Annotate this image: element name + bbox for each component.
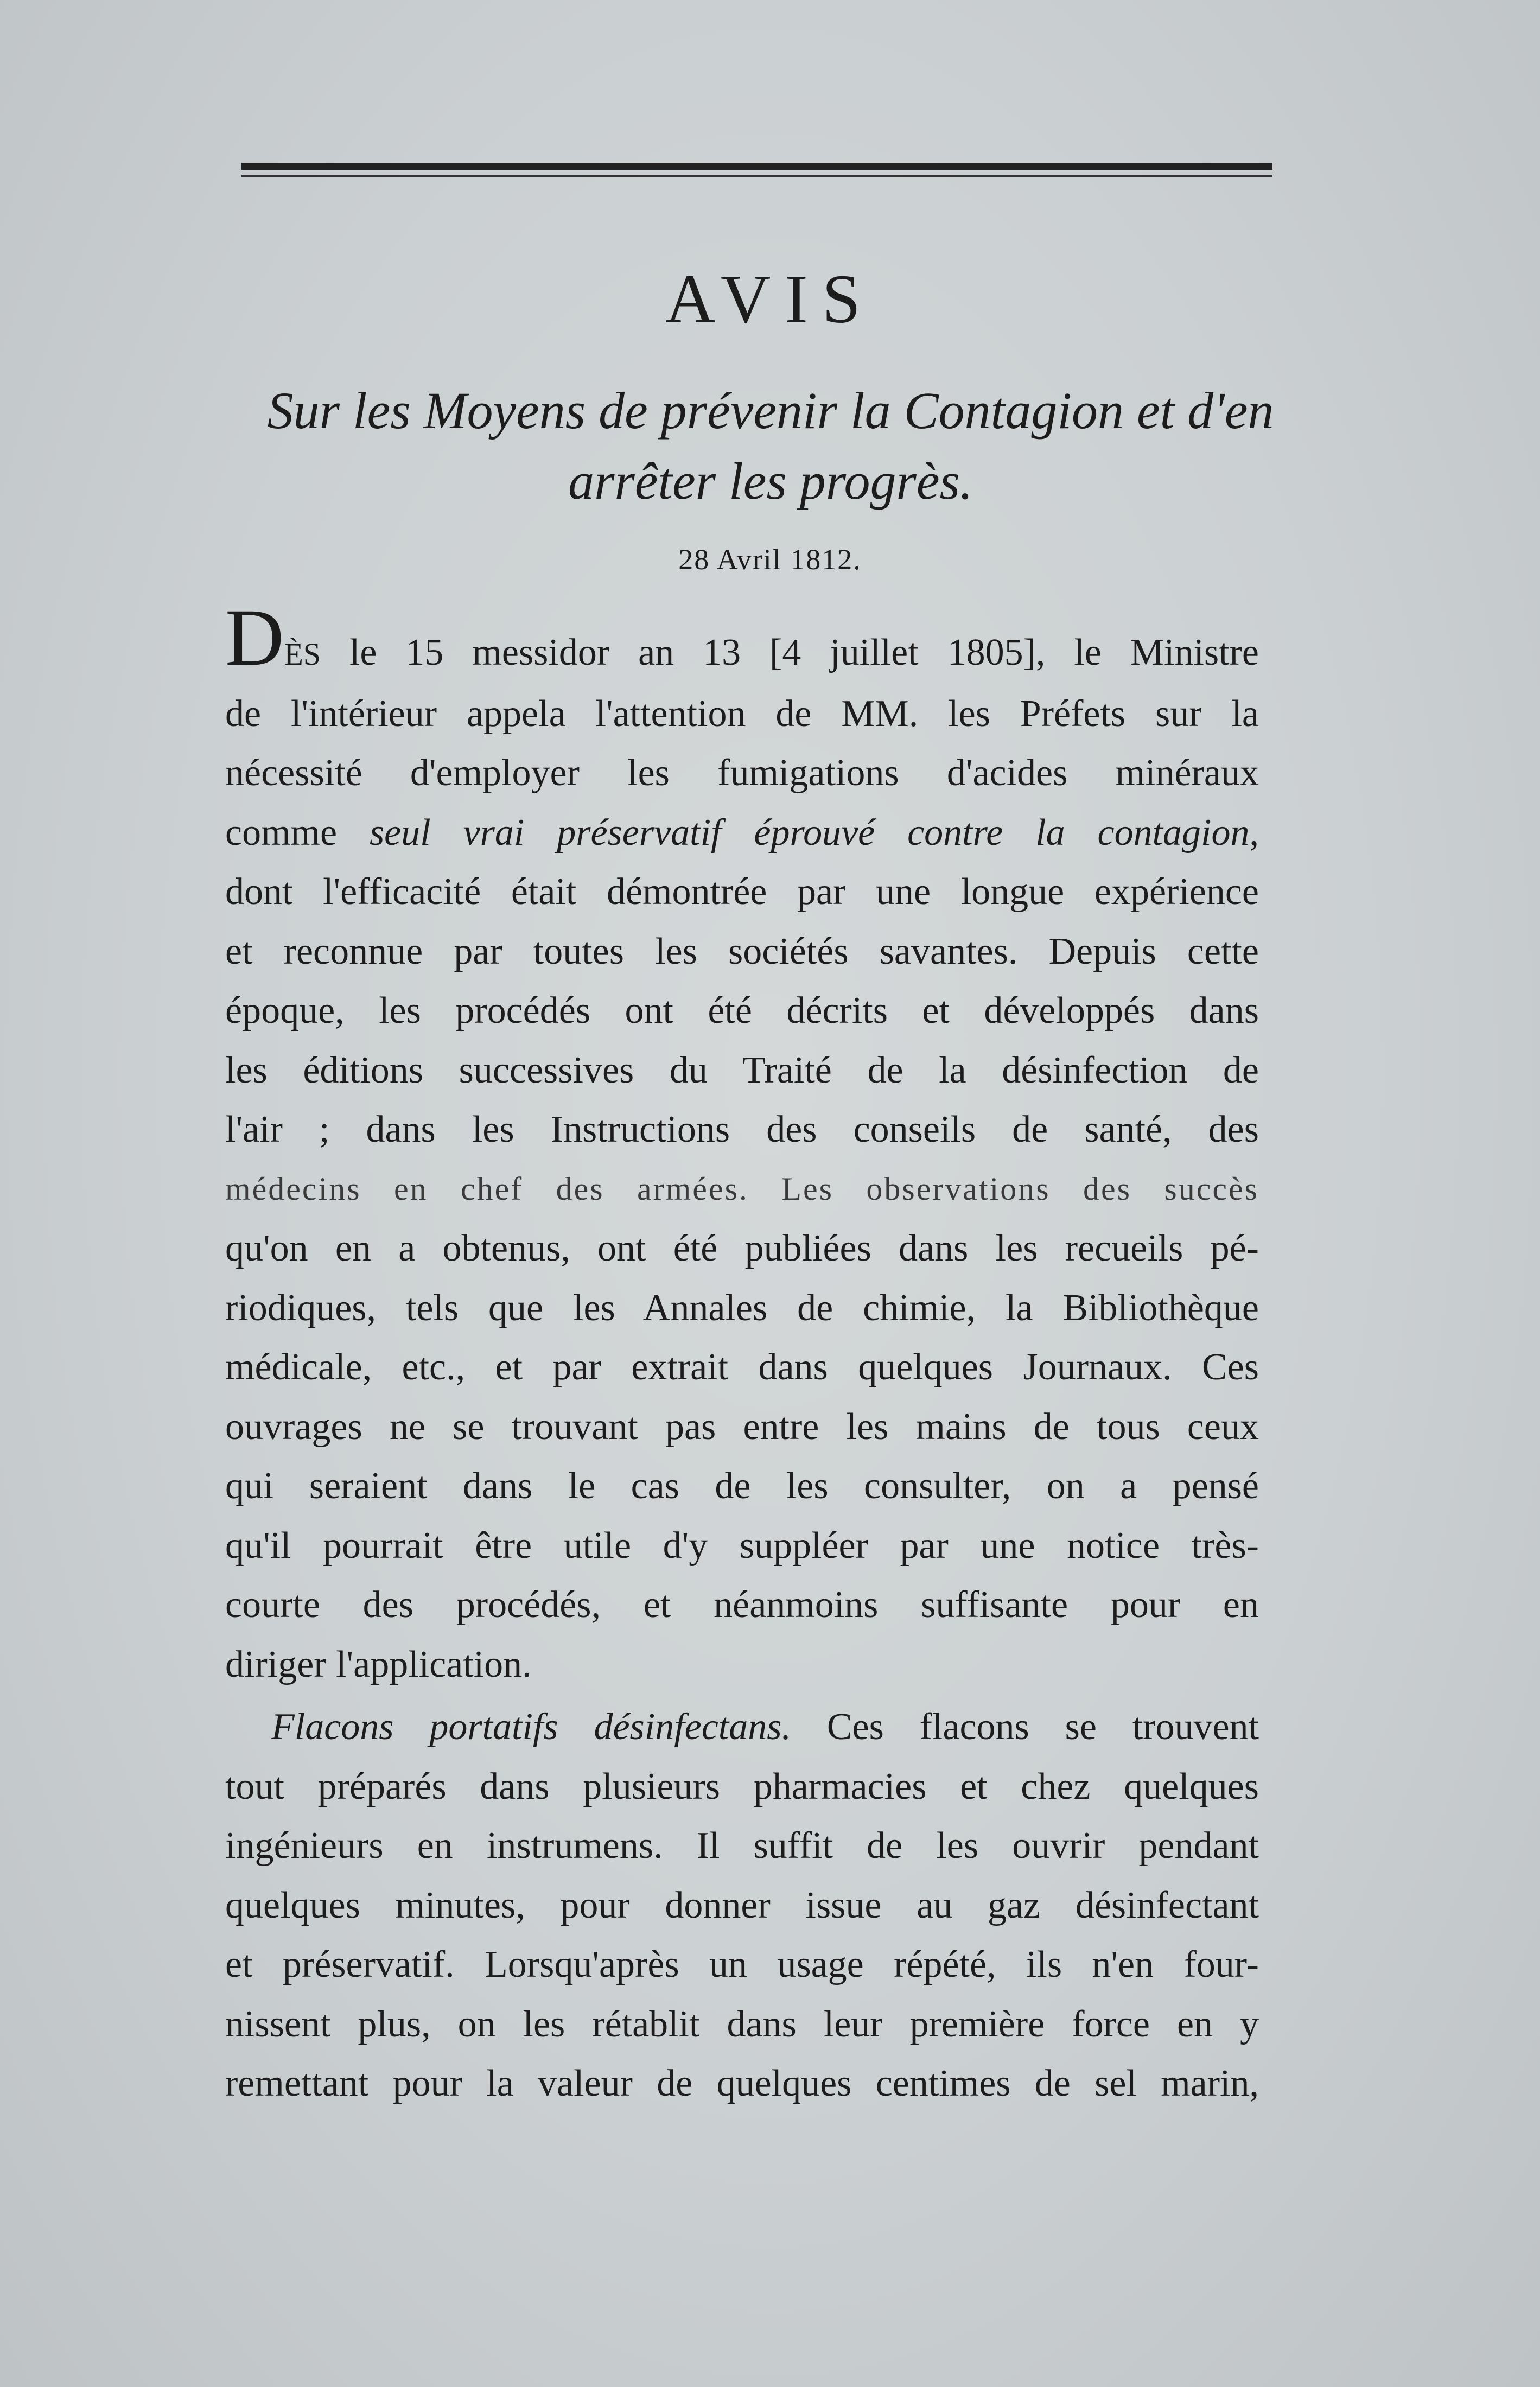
body-line: ouvrages ne se trouvant pas entre les mains de tous ceux (225, 1405, 1259, 1448)
document-subtitle (206, 375, 1335, 517)
body-line: qui seraient dans le cas de les consulter, on a pensé (225, 1465, 1259, 1507)
body-line: qu'il pourrait être utile d'y suppléer par une notice très- (225, 1524, 1259, 1567)
document-title: AVIS (665, 260, 875, 338)
body-line: l'air ; dans les Instructions des conseils de santé, des (225, 1109, 1259, 1150)
body-line: de l'intérieur appela l'attention de MM. les Préfets sur la (225, 692, 1259, 735)
body-line: époque, les procédés ont été décrits et développés dans (225, 990, 1259, 1032)
document-date: 28 Avril 1812. (678, 543, 862, 576)
body-line-text: le 15 messidor an 13 [4 juillet 1805], le Ministre (349, 632, 1259, 673)
body-line (225, 1697, 1259, 1757)
body-line: riodiques, tels que les Annales de chimie, la Bibliothèque (225, 1287, 1259, 1329)
body-line (225, 803, 1259, 863)
top-rule (241, 163, 1272, 170)
body-line: ingénieurs en instrumens. Il suffit de les ouvrir pendant (225, 1825, 1259, 1867)
body-line-text: comme (225, 811, 338, 854)
body-line: dont l'efficacité était démontrée par une longue expérience (225, 871, 1259, 913)
body-line: et reconnue par toutes les sociétés savantes. Depuis cette (225, 930, 1259, 972)
body-line-text: , (1249, 811, 1259, 854)
body-line-text: Ces flacons se trouvent (826, 1706, 1259, 1748)
body-line: nissent plus, on les rétablit dans leur première force en y (225, 2003, 1259, 2045)
body-line: médecins en chef des armées. Les observations des succès (225, 1170, 1259, 1207)
body-line: qu'on en a obtenus, ont été publiées dans les recueils pé- (225, 1227, 1259, 1269)
body-line: médicale, etc., et par extrait dans quelques Journaux. Ces (225, 1346, 1259, 1388)
subtitle-line: Sur les Moyens de prévenir la Contagion et d'en (267, 381, 1274, 440)
body-line: et préservatif. Lorsqu'après un usage répété, ils n'en four- (225, 1944, 1259, 1985)
paragraph-2 (225, 1697, 1259, 2114)
body-line: tout préparés dans plusieurs pharmacies et chez quelques (225, 1765, 1259, 1807)
body-line: diriger l'application. (225, 1643, 532, 1685)
body-line: nécessité d'employer les fumigations d'acides minéraux (225, 752, 1259, 794)
italic-phrase: seul vrai préservatif éprouvé contre la contagion (369, 811, 1250, 854)
subtitle-line: arrêter les progrès. (568, 452, 973, 510)
paragraph-1 (225, 593, 1259, 1694)
small-caps: ÈS (284, 636, 321, 672)
body-line: les éditions successives du Traité de la désinfection de (225, 1049, 1259, 1091)
italic-heading: Flacons portatifs désinfectans. (271, 1706, 791, 1748)
top-rule-thin (241, 175, 1272, 177)
drop-cap: D (225, 593, 284, 683)
body-line (225, 593, 1259, 684)
body-line: remettant pour la valeur de quelques centimes de sel marin, (225, 2063, 1259, 2104)
body-line: courte des procédés, et néanmoins suffisante pour en (225, 1584, 1259, 1626)
body-line: quelques minutes, pour donner issue au gaz désinfectant (225, 1884, 1259, 1926)
